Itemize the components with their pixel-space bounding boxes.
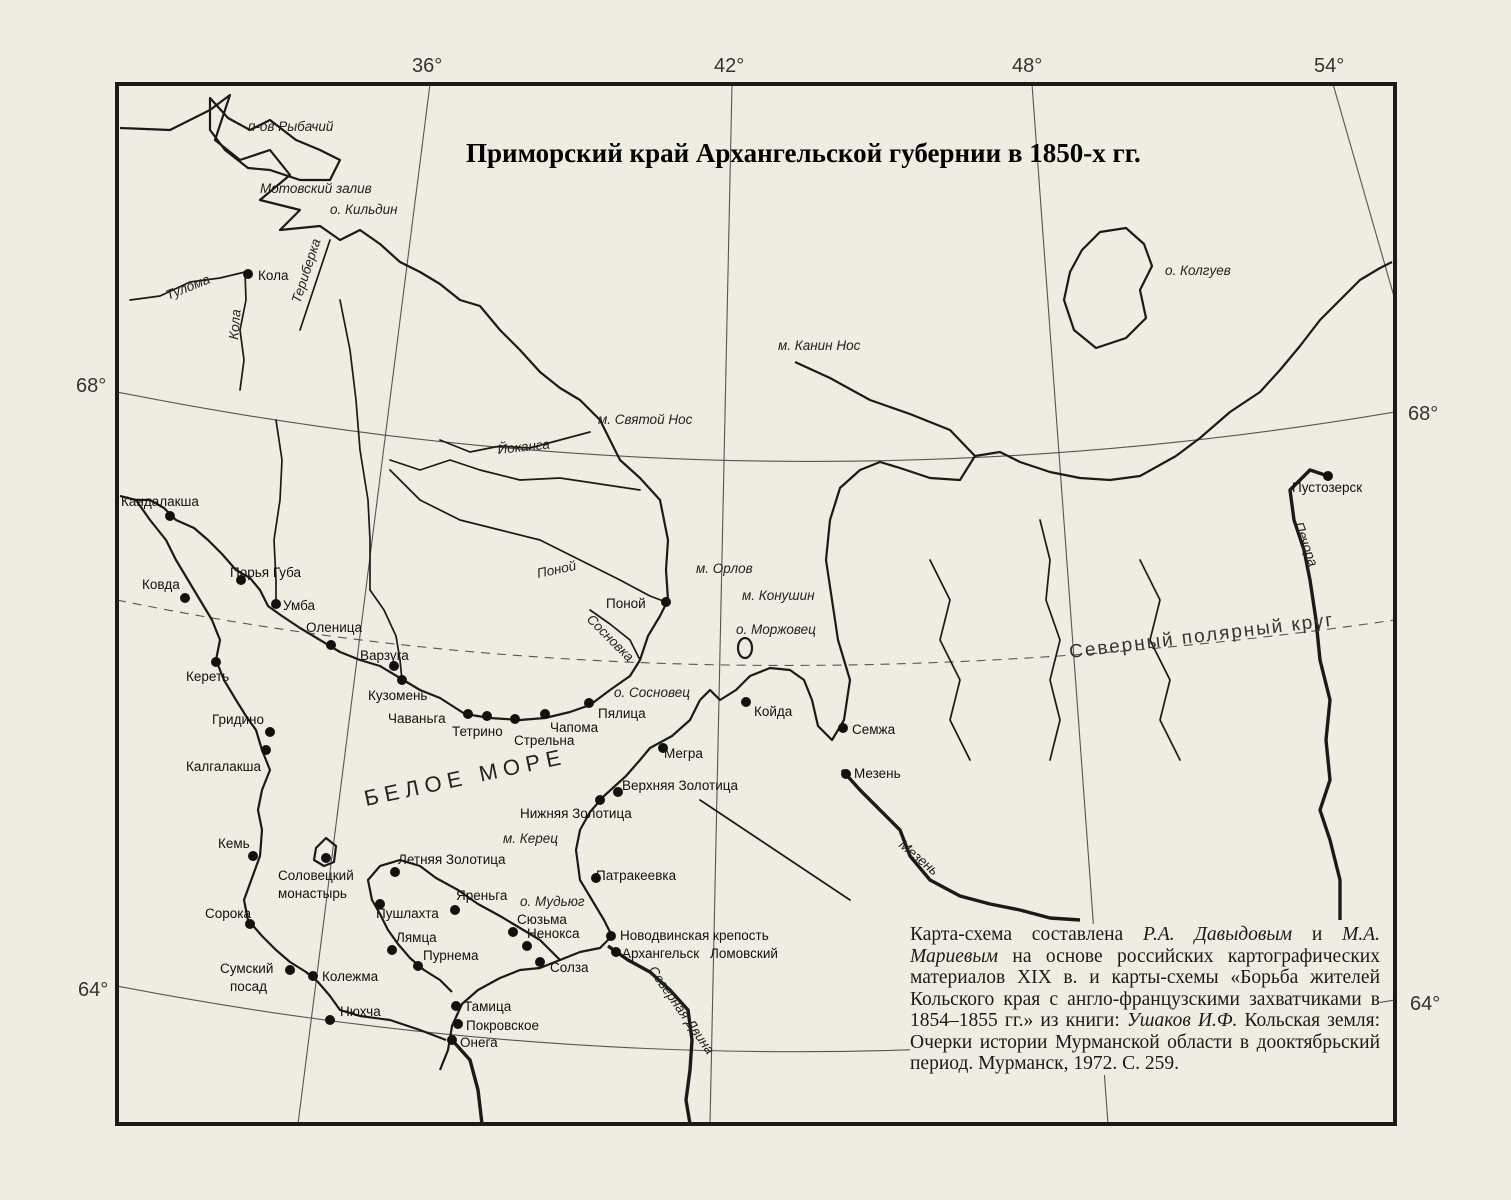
rybachiy-label: п-ов Рыбачий xyxy=(248,119,334,134)
pokrovskoe-label: Покровское xyxy=(466,1018,539,1033)
credit-author-3: Ушаков И.Ф. xyxy=(1126,1010,1238,1031)
meridian-54 xyxy=(1333,84,1395,300)
kuzomen-dot xyxy=(397,675,407,685)
mezen-dot xyxy=(841,769,851,779)
lat-68-left-label: 68° xyxy=(76,375,107,397)
morzhovets-island xyxy=(738,638,752,658)
credit-text-1: Карта-схема составлена xyxy=(910,924,1144,945)
verkhnyaya-zolotitsa-label: Верхняя Золотица xyxy=(622,778,739,793)
mezen-river-label: Мезень xyxy=(896,836,942,879)
umba-dot xyxy=(271,599,281,609)
purnema-label: Пурнема xyxy=(423,948,479,963)
credit-text-4: Кольская земля: Очерки истории Мурманской области в дооктябрьский период. Мурманск, 1972. С. 259. xyxy=(910,1010,1380,1074)
sosnovets-label: о. Сосновец xyxy=(614,685,690,700)
kuzomen-label: Кузомень xyxy=(368,688,428,703)
kandalaksha-label: Кандалакша xyxy=(121,494,199,509)
varzuga-label: Варзуга xyxy=(360,648,409,663)
kanin-coast xyxy=(700,362,975,740)
ponoy-river xyxy=(390,470,666,602)
semzha-label: Семжа xyxy=(852,722,896,737)
kem-dot xyxy=(248,851,258,861)
chapoma-label: Чапома xyxy=(550,720,599,735)
credit-text-3: на основе российских картографических материалов XIX в. и карты-схемы «Борьба жителей Кольского края с англо-французскими захватчиками в 1854–1855 гг.» из книги: xyxy=(910,945,1380,1031)
strelna-label: Стрельна xyxy=(514,733,575,748)
whitesea-east-coast xyxy=(440,700,700,1070)
keret-dot xyxy=(211,657,221,667)
white-sea-label: БЕЛОЕ МОРЕ xyxy=(361,743,569,811)
syuzma-dot xyxy=(508,927,518,937)
kolguev-label: о. Колгуев xyxy=(1165,263,1231,278)
koyda-label: Койда xyxy=(754,704,793,719)
pechora-coast xyxy=(1176,262,1392,456)
lomovskiy-label: Ломовский xyxy=(710,946,778,961)
mezen-label: Мезень xyxy=(854,766,901,781)
mainland-river-4 xyxy=(700,800,850,900)
lon-42-label: 42° xyxy=(714,55,745,77)
chavanga-label: Чаваньга xyxy=(388,711,446,726)
sumskiy-dot xyxy=(285,965,295,975)
svyatoy-nos-label: м. Святой Нос xyxy=(598,412,693,427)
umba-label: Умба xyxy=(283,598,316,613)
kolezhma-label: Колежма xyxy=(322,969,379,984)
olenitsa-label: Оленица xyxy=(306,620,362,635)
pustozersk-label: Пустозерск xyxy=(1292,480,1363,495)
mudyug-label: о. Мудьюг xyxy=(520,894,585,909)
strelna-dot xyxy=(510,714,520,724)
soloveckiy-label: Соловецкий xyxy=(278,868,354,883)
parallel-68 xyxy=(117,392,1395,461)
nyukhcha-label: Нюхча xyxy=(340,1004,381,1019)
kolguev-island xyxy=(1064,228,1152,348)
tetrino-dot xyxy=(482,711,492,721)
lat-68-right-label: 68° xyxy=(1408,403,1439,425)
lyamtsa-dot xyxy=(387,945,397,955)
pyalitsa-label: Пялица xyxy=(598,706,646,721)
pokrovskoe-dot xyxy=(453,1019,463,1029)
meridian-42 xyxy=(710,84,732,1124)
nyukhcha-dot xyxy=(325,1015,335,1025)
lat-64-left-label: 64° xyxy=(78,979,109,1001)
lon-54-label: 54° xyxy=(1314,55,1345,77)
keret-label: Кереть xyxy=(186,669,230,684)
patrakeevka-label: Патракеевка xyxy=(596,868,677,883)
posad-label: посад xyxy=(230,979,267,994)
mainland-river-1 xyxy=(1040,520,1060,760)
chapoma-dot xyxy=(540,709,550,719)
onega-big-river xyxy=(452,1040,482,1124)
lat-64-right-label: 64° xyxy=(1410,993,1441,1015)
kola-interior-river xyxy=(340,300,370,590)
pyalitsa-dot xyxy=(584,698,594,708)
konushin-label: м. Конушин xyxy=(742,588,815,603)
tetrino-label: Тетрино xyxy=(452,724,503,739)
solza-dot xyxy=(535,957,545,967)
motovsky-label: Мотовский залив xyxy=(260,181,372,196)
orlov-label: м. Орлов xyxy=(696,561,753,576)
kovda-label: Ковда xyxy=(142,577,180,592)
monastyr-label: монастырь xyxy=(278,886,347,901)
nenoksa-label: Ненокса xyxy=(527,926,580,941)
mezen-big-river xyxy=(842,770,1080,920)
kalgalaksha-dot xyxy=(261,745,271,755)
ponoy-dot xyxy=(661,597,671,607)
yarenga-label: Яреньга xyxy=(456,888,508,903)
arkhangelsk-label: Архангельск xyxy=(622,946,700,961)
morzhovets-label: о. Моржовец xyxy=(736,622,816,637)
kalgalaksha-label: Калгалакша xyxy=(186,759,262,774)
pushlakhta-label: Пушлахта xyxy=(376,906,439,921)
tamitsa-dot xyxy=(451,1001,461,1011)
credit-author-2: М.А. Мариевым xyxy=(910,924,1380,967)
ponoy-river-label: Поной xyxy=(535,557,578,581)
kola-dot xyxy=(243,269,253,279)
ponoy-label: Поной xyxy=(606,596,646,611)
kanin-nos-label: м. Канин Нос xyxy=(778,338,861,353)
sosnovka-label: Сосновка xyxy=(583,611,637,665)
kandalaksha-dot xyxy=(165,511,175,521)
chavanga-dot xyxy=(463,709,473,719)
solovetsky-dot xyxy=(321,853,331,863)
letnyaya-zolotitsa-label: Летняя Золотица xyxy=(398,852,506,867)
onega-label: Онега xyxy=(460,1035,498,1050)
yarenga-dot xyxy=(450,905,460,915)
novodvinskaya-dot xyxy=(606,931,616,941)
lyamtsa-label: Лямца xyxy=(396,930,437,945)
map-title: Приморский край Архангельской губернии в 1850-х гг. xyxy=(466,138,1141,168)
whitesea-west-coast xyxy=(136,500,446,1040)
kerets-cape-label: м. Керец xyxy=(503,831,558,846)
mainland-river-2 xyxy=(930,560,970,760)
tamitsa-label: Тамица xyxy=(464,999,512,1014)
ponoy-river-upper xyxy=(390,460,640,490)
porya-guba-label: Порья Губа xyxy=(230,565,302,580)
nizhnyaya-zolotitsa-dot xyxy=(595,795,605,805)
teriberka-label: Териберка xyxy=(288,236,324,305)
lon-36-label: 36° xyxy=(412,55,443,77)
map-credit-note xyxy=(910,924,1380,1075)
rybachiy-coast xyxy=(210,98,340,180)
pechora-label: Печора xyxy=(1291,519,1322,569)
syuzma-label: Сюзьма xyxy=(517,912,567,927)
kola-label: Кола xyxy=(258,268,289,283)
onega-dot xyxy=(447,1035,457,1045)
nenoksa-dot xyxy=(522,941,532,951)
megra-label: Мегра xyxy=(664,746,703,761)
gridino-label: Гридино xyxy=(212,712,264,727)
nizhnyaya-zolotitsa-label: Нижняя Золотица xyxy=(520,806,632,821)
iokanga-label: Йоканга xyxy=(496,436,551,457)
sumskiy-label: Сумский xyxy=(220,961,274,976)
koyda-dot xyxy=(741,697,751,707)
novodvinskaya-label: Новодвинская крепость xyxy=(620,928,769,943)
credit-text-2: и xyxy=(1292,924,1343,945)
severnaya-dvina-label: Северная Двина xyxy=(645,963,718,1057)
credit-author-1: Р.А. Давыдовым xyxy=(1143,924,1293,945)
kem-label: Кемь xyxy=(218,836,250,851)
kola-river-label: Кола xyxy=(226,308,244,341)
purnema-dot xyxy=(413,961,423,971)
tuloma-label: Тулома xyxy=(163,271,213,303)
kolezhma-dot xyxy=(308,971,318,981)
olenitsa-dot xyxy=(326,640,336,650)
semzha-dot xyxy=(838,723,848,733)
lon-48-label: 48° xyxy=(1012,55,1043,77)
arctic-circle-label: Северный полярный круг xyxy=(1068,609,1336,663)
kovda-dot xyxy=(180,593,190,603)
arkhangelsk-dot xyxy=(611,947,621,957)
solza-label: Солза xyxy=(550,960,589,975)
soroka-label: Сорока xyxy=(205,906,251,921)
kildin-label: о. Кильдин xyxy=(330,202,398,217)
letnyaya-zolotitsa-dot xyxy=(390,867,400,877)
gridino-dot xyxy=(265,727,275,737)
mainland-river-3 xyxy=(1140,560,1180,760)
